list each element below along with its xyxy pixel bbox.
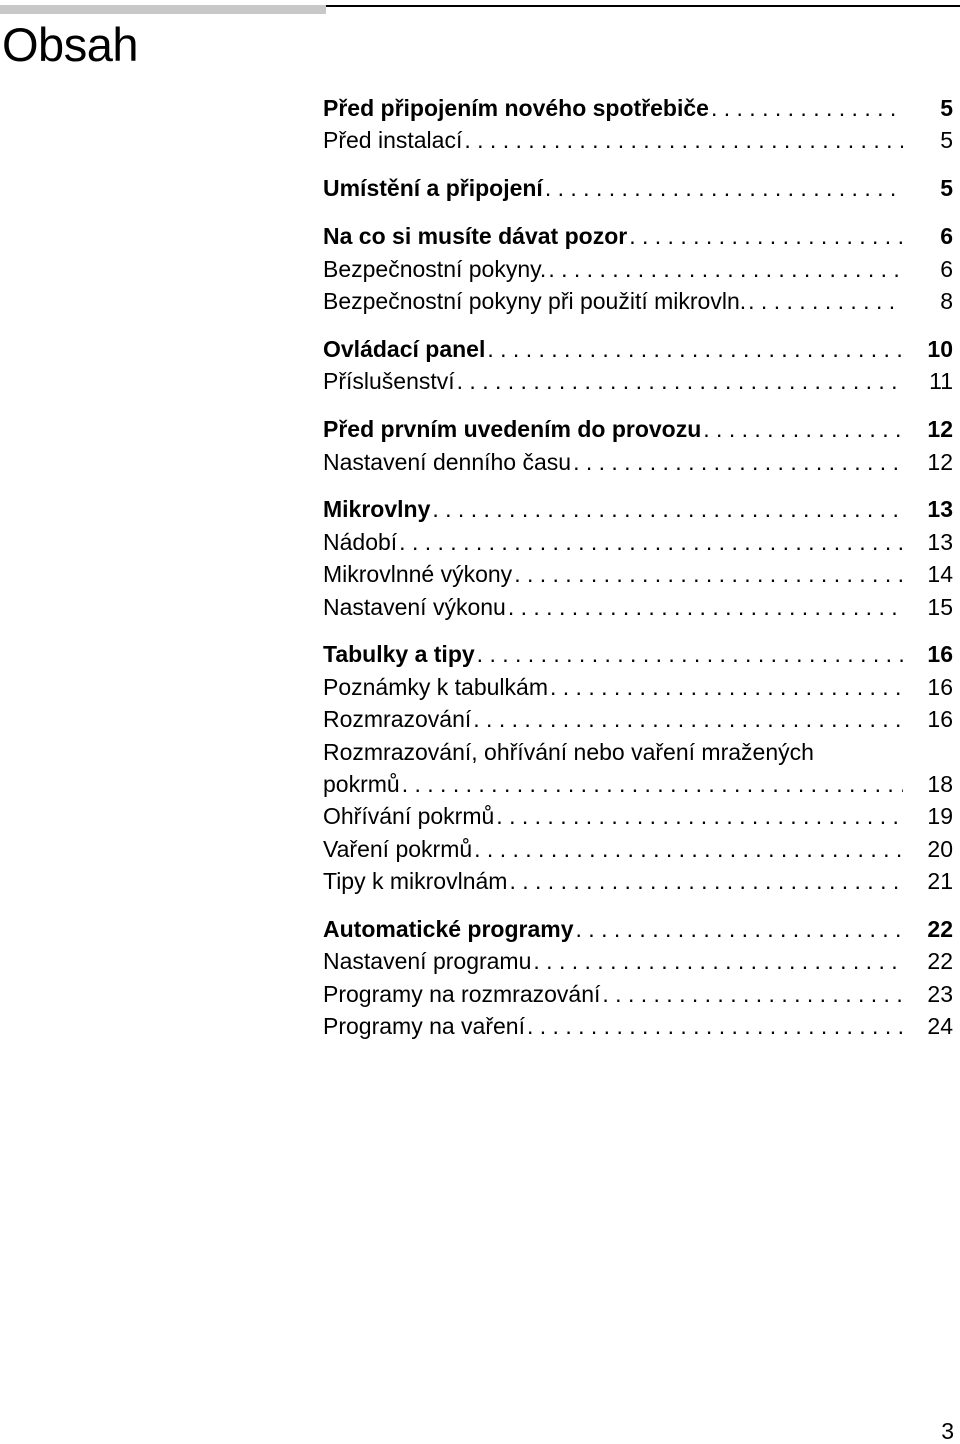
toc-entry[interactable] [323, 945, 953, 977]
toc-entry-label: Tabulky a tipy [323, 641, 475, 668]
header-rule [326, 5, 960, 7]
toc-entry-page: 12 [927, 448, 953, 475]
toc-group [323, 913, 953, 1043]
toc-entry[interactable] [323, 365, 953, 397]
toc-entry-page: 21 [927, 868, 953, 895]
toc-entry-page: 20 [927, 835, 953, 862]
toc-entry[interactable] [323, 671, 953, 703]
toc-group [323, 638, 953, 897]
dot-leader [432, 493, 903, 525]
dot-leader [402, 768, 903, 800]
toc-entry[interactable] [323, 220, 953, 252]
dot-leader [527, 1010, 903, 1042]
toc-entry-page: 22 [927, 916, 953, 943]
toc-entry-label: Ovládací panel [323, 335, 486, 362]
dot-leader [602, 978, 903, 1010]
toc-entry-page: 12 [927, 416, 953, 443]
dot-leader [509, 865, 903, 897]
toc-entry-page: 16 [927, 706, 953, 733]
toc-entry-label: Mikrovlny [323, 496, 431, 523]
toc-group [323, 333, 953, 398]
toc-entry-label: Na co si musíte dávat pozor [323, 223, 628, 250]
dot-leader [399, 526, 903, 558]
dot-leader [457, 365, 903, 397]
toc-entry-label: Bezpečnostní pokyny při použití mikrovln. [323, 287, 747, 314]
toc-entry[interactable] [323, 591, 953, 623]
toc-entry-page: 24 [927, 1013, 953, 1040]
toc-entry-label: Nastavení výkonu [323, 593, 506, 620]
toc-entry-label: Mikrovlnné výkony [323, 561, 513, 588]
toc-group [323, 172, 953, 204]
dot-leader [573, 446, 903, 478]
toc-entry-page: 18 [927, 771, 953, 798]
toc-group [323, 92, 953, 157]
toc-entry-label: Programy na rozmrazování [323, 980, 601, 1007]
toc-entry-page: 22 [927, 948, 953, 975]
toc-entry-label: Nastavení denního času [323, 448, 572, 475]
toc-entry-label: pokrmů [323, 771, 400, 798]
toc-group [323, 220, 953, 317]
toc-group [323, 413, 953, 478]
toc-entry-label: Umístění a připojení [323, 175, 543, 202]
toc-entry[interactable] [323, 833, 953, 865]
toc-entry[interactable] [323, 978, 953, 1010]
toc-entry-page: 14 [927, 561, 953, 588]
toc-entry-page: 8 [940, 287, 953, 314]
toc-entry-label: Před instalací [323, 127, 463, 154]
toc-entry[interactable] [323, 913, 953, 945]
toc-entry[interactable] [323, 1010, 953, 1042]
toc-entry-page: 16 [927, 641, 953, 668]
toc-entry-multiline[interactable] [323, 736, 953, 801]
dot-leader [703, 413, 903, 445]
toc-entry-label: Nádobí [323, 528, 398, 555]
dot-leader [473, 703, 903, 735]
toc-entry[interactable] [323, 558, 953, 590]
toc-entry-label: Rozmrazování [323, 706, 472, 733]
dot-leader [533, 945, 903, 977]
toc-entry-label: Ohřívání pokrmů [323, 803, 495, 830]
toc-entry[interactable] [323, 446, 953, 478]
toc-entry-page: 5 [940, 175, 953, 202]
toc-entry-page: 19 [927, 803, 953, 830]
toc-group [323, 493, 953, 623]
toc-entry-page: 10 [927, 335, 953, 362]
table-of-contents [323, 92, 953, 1058]
toc-entry-label: Nastavení programu [323, 948, 532, 975]
dot-leader [514, 558, 903, 590]
toc-entry[interactable] [323, 92, 953, 124]
toc-entry-line2 [323, 768, 953, 800]
dot-leader [464, 124, 903, 156]
toc-entry[interactable] [323, 413, 953, 445]
toc-entry[interactable] [323, 124, 953, 156]
dot-leader [496, 800, 903, 832]
page-number: 3 [941, 1418, 954, 1444]
dot-leader [474, 833, 903, 865]
dot-leader [629, 220, 903, 252]
toc-entry[interactable] [323, 703, 953, 735]
toc-entry[interactable] [323, 253, 953, 285]
toc-entry-page: 11 [929, 368, 953, 395]
dot-leader [487, 333, 903, 365]
toc-entry-page: 23 [927, 980, 953, 1007]
toc-entry-page: 16 [927, 673, 953, 700]
toc-entry[interactable] [323, 800, 953, 832]
toc-entry-page: 5 [940, 94, 953, 121]
dot-leader [550, 671, 903, 703]
toc-entry-label: Tipy k mikrovlnám [323, 868, 508, 895]
toc-entry-page: 13 [927, 496, 953, 523]
toc-entry-label: Poznámky k tabulkám [323, 673, 548, 700]
toc-entry-label: Před připojením nového spotřebiče [323, 94, 709, 121]
toc-entry-page: 6 [940, 255, 953, 282]
toc-entry-label: Vaření pokrmů [323, 835, 473, 862]
toc-entry-label: Automatické programy [323, 916, 574, 943]
toc-entry-label: Před prvním uvedením do provozu [323, 416, 702, 443]
dot-leader [711, 92, 903, 124]
toc-entry[interactable] [323, 172, 953, 204]
toc-entry-label: Bezpečnostní pokyny. [323, 255, 547, 282]
toc-entry[interactable] [323, 333, 953, 365]
toc-entry-page: 15 [927, 593, 953, 620]
dot-leader [508, 591, 903, 623]
toc-entry[interactable] [323, 865, 953, 897]
dot-leader [548, 253, 903, 285]
dot-leader [477, 638, 903, 670]
toc-entry[interactable] [323, 493, 953, 525]
toc-entry-page: 5 [940, 127, 953, 154]
dot-leader [576, 913, 903, 945]
toc-entry-page: 13 [927, 528, 953, 555]
toc-entry-label: Příslušenství [323, 368, 455, 395]
header-accent-bar [0, 5, 326, 14]
page-title: Obsah [2, 18, 138, 71]
toc-entry[interactable] [323, 285, 953, 317]
dot-leader [748, 285, 903, 317]
toc-entry-label-line1: Rozmrazování, ohřívání nebo vaření mražených [323, 738, 814, 765]
toc-entry-page: 6 [940, 223, 953, 250]
dot-leader [545, 172, 903, 204]
toc-entry[interactable] [323, 638, 953, 670]
toc-entry[interactable] [323, 526, 953, 558]
toc-entry-label: Programy na vaření [323, 1013, 525, 1040]
